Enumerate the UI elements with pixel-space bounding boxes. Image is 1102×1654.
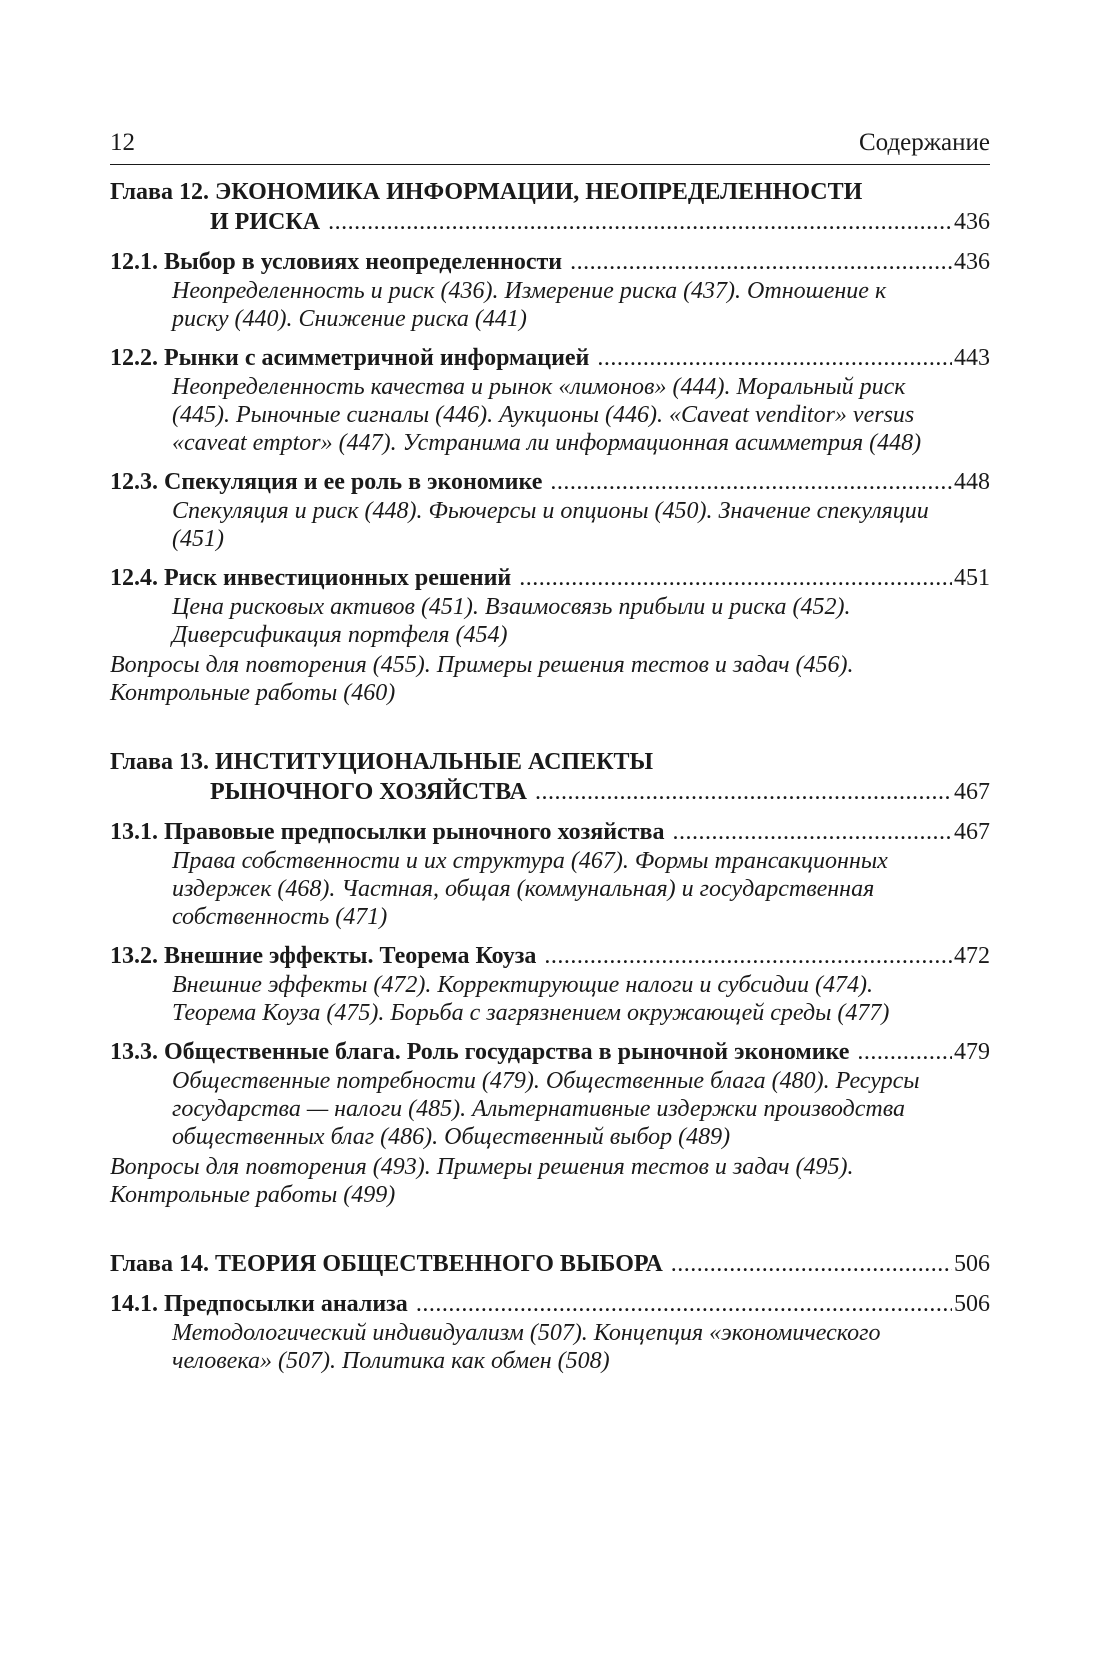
section-description: Внешние эффекты (472). Корректирующие налоги и субсидии (474). Теорема Коуза (475). Борьба с загрязнением окружающей среды (477) — [172, 972, 890, 1026]
dot-leader — [672, 817, 952, 847]
section-description: Методологический индивидуализм (507). Концепция «экономического человека» (507). Политика как обмен (508) — [172, 1320, 881, 1374]
section-title: 13.3. Общественные блага. Роль государства в рыночной экономике — [110, 1039, 850, 1065]
section-title: 12.1. Выбор в условиях неопределенности — [110, 249, 563, 275]
chapter-14-title-row — [110, 1249, 990, 1279]
section-page: 451 — [954, 565, 990, 591]
chapter-14 — [110, 1249, 990, 1279]
section-12-3 — [110, 467, 990, 553]
chapter-12-title-line2: И РИСКА — [210, 209, 321, 235]
section-page: 479 — [954, 1039, 990, 1065]
section-page: 506 — [954, 1291, 990, 1317]
chapter-13-title-row — [110, 777, 990, 807]
dot-leader — [671, 1249, 952, 1279]
chapter-14-title: Глава 14. ТЕОРИЯ ОБЩЕСТВЕННОГО ВЫБОРА — [110, 1251, 663, 1277]
section-page: 472 — [954, 943, 990, 969]
section-page: 436 — [954, 249, 990, 275]
section-12-2 — [110, 343, 990, 457]
section-title: 14.1. Предпосылки анализа — [110, 1291, 408, 1317]
section-title: 13.1. Правовые предпосылки рыночного хозяйства — [110, 819, 665, 845]
running-header — [110, 128, 990, 165]
section-description: Права собственности и их структура (467). Формы трансакционных издержек (468). Частная, общая (коммунальная) и государственная собственность (471) — [172, 848, 888, 930]
section-title: 13.2. Внешние эффекты. Теорема Коуза — [110, 943, 537, 969]
section-page: 467 — [954, 819, 990, 845]
section-12-1 — [110, 247, 990, 333]
running-title: Содержание — [859, 129, 990, 156]
section-title: 12.4. Риск инвестиционных решений — [110, 565, 512, 591]
chapter-13-page: 467 — [954, 779, 990, 805]
section-page: 443 — [954, 345, 990, 371]
dot-leader — [550, 467, 952, 497]
section-description: Неопределенность качества и рынок «лимонов» (444). Моральный риск (445). Рыночные сигналы (446). Аукционы (446). «Caveat venditor» versus «caveat emptor» (447). Устранима ли информационная асимметрия (448) — [172, 374, 922, 456]
page-number: 12 — [110, 129, 135, 156]
section-12-4 — [110, 563, 990, 649]
dot-leader — [328, 207, 952, 237]
section-description: Цена рисковых активов (451). Взаимосвязь прибыли и риска (452). Диверсификация портфеля (454) — [172, 594, 851, 648]
section-13-3 — [110, 1037, 990, 1151]
chapter-13 — [110, 747, 990, 807]
dot-leader — [857, 1037, 952, 1067]
section-13-2 — [110, 941, 990, 1027]
section-page: 448 — [954, 469, 990, 495]
chapter-12-title-row — [110, 207, 990, 237]
chapter-12 — [110, 177, 990, 237]
section-title: 12.3. Спекуляция и ее роль в экономике — [110, 469, 543, 495]
chapter-13-title-line2: РЫНОЧНОГО ХОЗЯЙСТВА — [210, 779, 527, 805]
chapter-12-review: Вопросы для повторения (455). Примеры решения тестов и задач (456). Контрольные работы (460) — [110, 652, 854, 706]
dot-leader — [519, 563, 952, 593]
dot-leader — [544, 941, 952, 971]
chapter-13-title-line1: Глава 13. ИНСТИТУЦИОНАЛЬНЫЕ АСПЕКТЫ — [110, 749, 654, 775]
section-13-1 — [110, 817, 990, 931]
section-description: Спекуляция и риск (448). Фьючерсы и опционы (450). Значение спекуляции (451) — [172, 498, 929, 552]
section-title: 12.2. Рынки с асимметричной информацией — [110, 345, 590, 371]
section-14-1 — [110, 1289, 990, 1375]
section-description: Общественные потребности (479). Общественные блага (480). Ресурсы государства — налоги (485). Альтернативные издержки производства общественных благ (486). Общественный выбор (489) — [172, 1068, 920, 1150]
dot-leader — [535, 777, 952, 807]
dot-leader — [570, 247, 952, 277]
chapter-13-review: Вопросы для повторения (493). Примеры решения тестов и задач (495). Контрольные работы (499) — [110, 1154, 854, 1208]
section-description: Неопределенность и риск (436). Измерение риска (437). Отношение к риску (440). Снижение риска (441) — [172, 278, 887, 332]
dot-leader — [416, 1289, 952, 1319]
chapter-14-page: 506 — [954, 1251, 990, 1277]
dot-leader — [597, 343, 952, 373]
chapter-12-page: 436 — [954, 209, 990, 235]
chapter-12-title-line1: Глава 12. ЭКОНОМИКА ИНФОРМАЦИИ, НЕОПРЕДЕЛЕННОСТИ — [110, 179, 863, 205]
toc-page — [110, 128, 990, 1375]
